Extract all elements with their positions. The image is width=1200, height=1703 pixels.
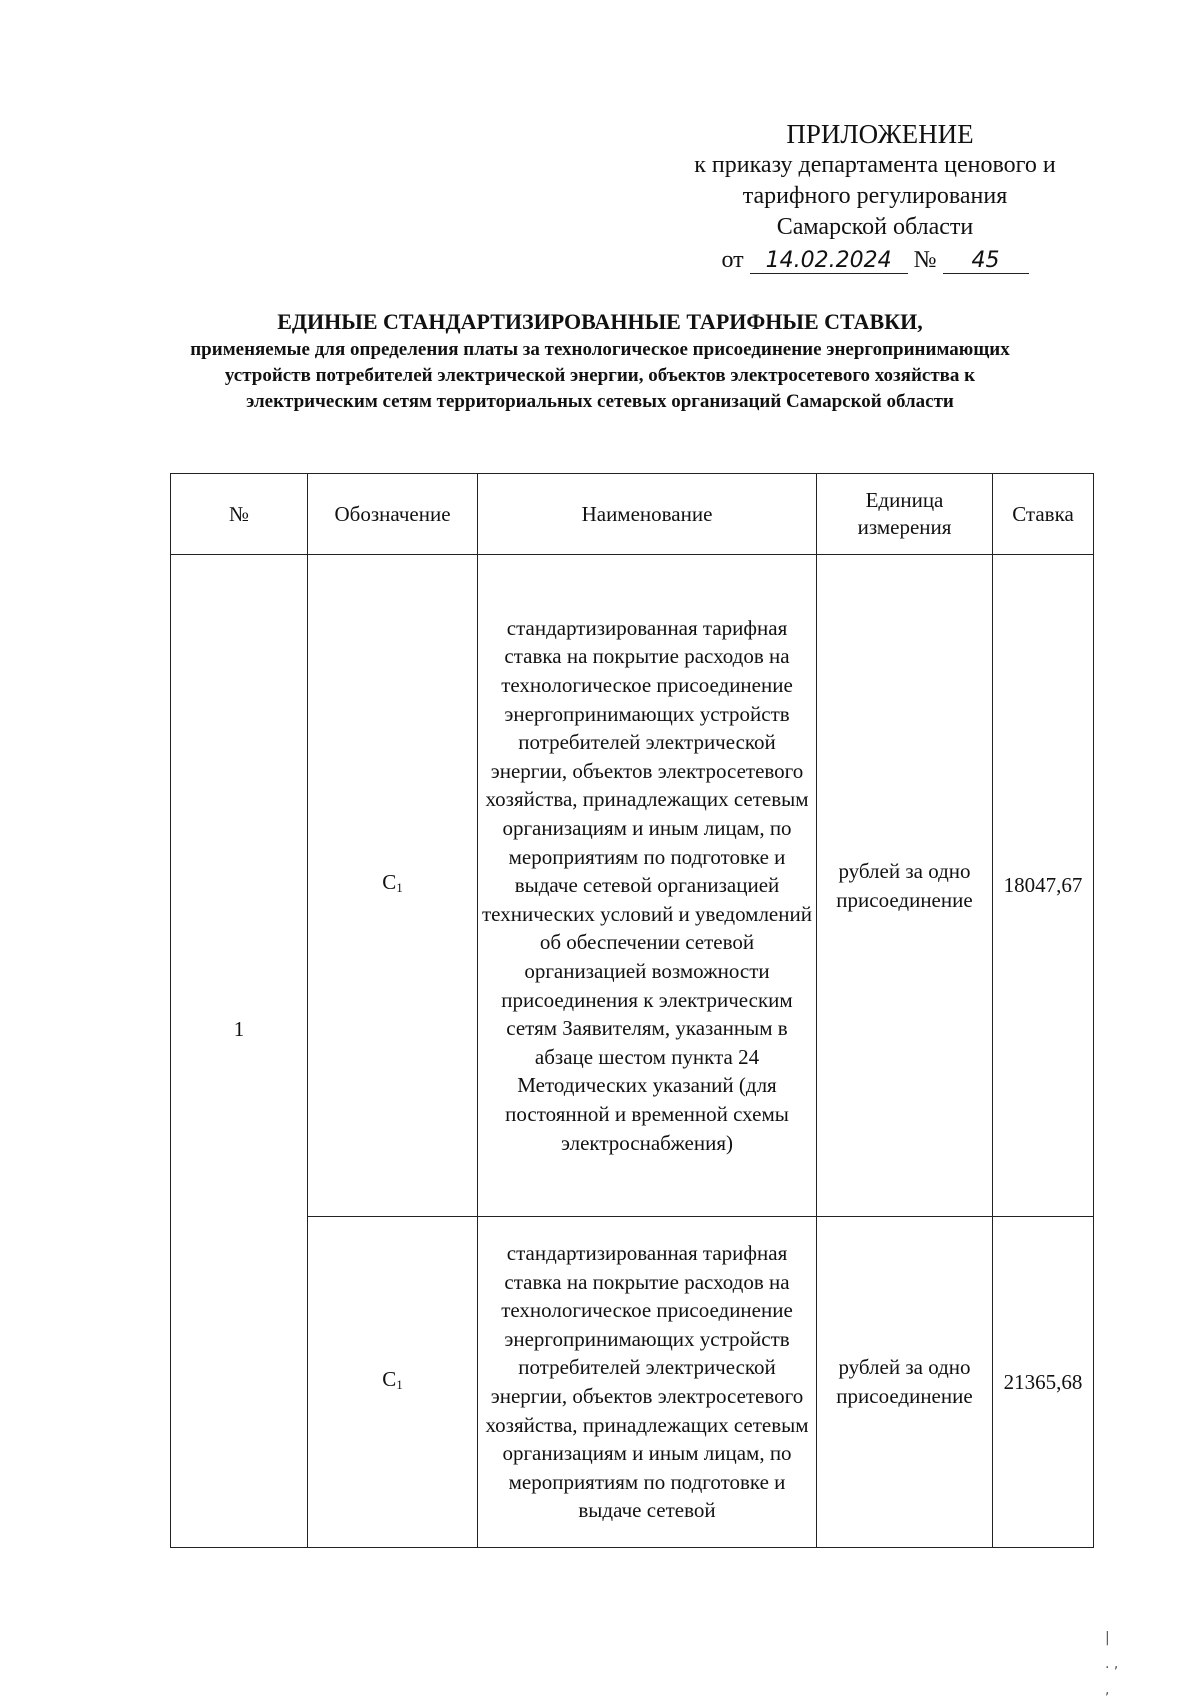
- row-group-number: 1: [171, 555, 308, 1548]
- row-designation: [308, 555, 478, 1217]
- designation-subscript: 1: [396, 880, 403, 896]
- appendix-line-2: тарифного регулирования: [742, 183, 1008, 209]
- header-number: №: [171, 474, 308, 555]
- tariff-rates-table: [170, 473, 1094, 1548]
- document-title-subtitle: применяемые для определения платы за технологическое присоединение энергопринимающих устройств потребителей электрической энергии, объектов электросетевого хозяйства к электрическим сетям территориальных сетевых организаций Самарской области: [190, 339, 1010, 412]
- row-unit: рублей за одно присоединение: [817, 1217, 993, 1548]
- header-name: Наименование: [478, 474, 817, 555]
- table-row: [171, 1217, 1094, 1548]
- designation-base: C: [382, 1366, 397, 1391]
- header-rate: Ставка: [993, 474, 1094, 555]
- appendix-line-1: к приказу департамента ценового и: [694, 152, 1056, 178]
- order-date-number-line: [640, 245, 1110, 276]
- number-sign: №: [913, 247, 937, 273]
- header-designation: Обозначение: [308, 474, 478, 555]
- appendix-header: [640, 118, 1110, 276]
- order-number-handwritten: 45: [943, 249, 1029, 274]
- row-name: стандартизированная тарифная ставка на покрытие расходов на технологическое присоединение энергопринимающих устройств потребителей электрической энергии, объектов электросетевого хозяйства, принадлежащих сетевым организациям и иным лицам, по мероприятиям по подготовке и выдаче сетевой: [478, 1217, 817, 1548]
- table-row: [171, 555, 1094, 1217]
- row-rate: 18047,67: [993, 555, 1094, 1217]
- appendix-title: ПРИЛОЖЕНИЕ: [786, 119, 974, 149]
- row-unit: рублей за одно присоединение: [817, 555, 993, 1217]
- margin-scan-marks: | . , ,: [1105, 1630, 1119, 1698]
- from-label: от: [721, 247, 744, 273]
- designation-base: C: [382, 870, 397, 895]
- row-name: стандартизированная тарифная ставка на покрытие расходов на технологическое присоединение энергопринимающих устройств потребителей электрической энергии, объектов электросетевого хозяйства, принадлежащих сетевым организациям и иным лицам, по мероприятиям по подготовке и выдаче сетевой организацией технических условий и уведомлений об обеспечении сетевой организацией возможности присоединения к электрическим сетям Заявителям, указанным в абзаце шестом пункта 24 Методических указаний (для постоянной и временной схемы электроснабжения): [478, 555, 817, 1217]
- document-title: [160, 307, 1040, 415]
- order-date-handwritten: 14.02.2024: [750, 249, 908, 274]
- row-designation: [308, 1217, 478, 1548]
- appendix-line-3: Самарской области: [776, 214, 974, 240]
- designation-subscript: 1: [396, 1376, 403, 1392]
- table-header-row: [171, 474, 1094, 555]
- header-unit: Единица измерения: [817, 474, 993, 555]
- document-title-main: ЕДИНЫЕ СТАНДАРТИЗИРОВАННЫЕ ТАРИФНЫЕ СТАВКИ,: [277, 309, 923, 334]
- row-rate: 21365,68: [993, 1217, 1094, 1548]
